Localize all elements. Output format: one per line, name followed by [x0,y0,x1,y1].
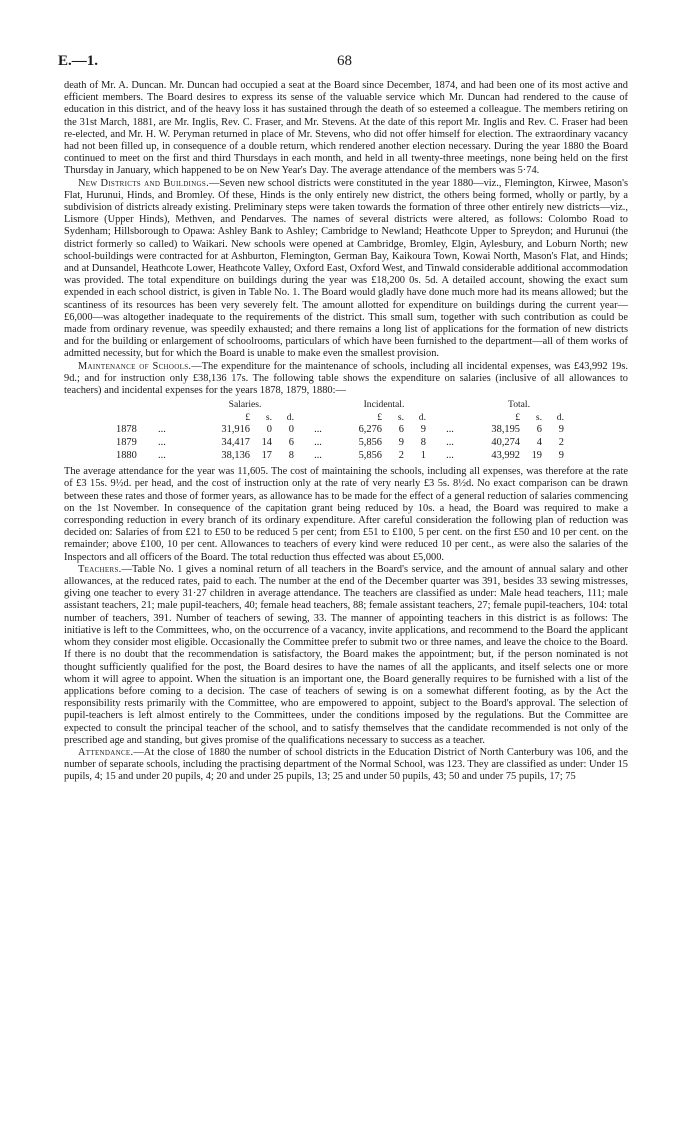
dot-leader: ... [446,449,454,461]
row-year: 1879 [116,437,137,449]
unit-pounds: £ [377,411,382,423]
incidental-shillings: 2 [398,449,404,461]
section-heading-teachers: Teachers. [78,563,122,575]
paragraph-attendance [64,747,628,784]
dot-leader: ... [446,424,454,436]
unit-pounds: £ [515,411,520,423]
paragraph-new-districts [64,178,628,361]
col-header-total: Total. [508,399,530,411]
salaries-shillings: 17 [261,449,272,461]
paragraph-board-members: death of Mr. A. Duncan. Mr. Duncan had occupied a seat at the Board since December, 1874, and had been one of its most active and efficient members. The Board desires to express its sense of the valuable service which Mr. Duncan had rendered to the cause of education in this district, and of the heavy loss it has sustained through the death of so esteemed a colleague. The members retiring on the 31st March, 1881, are Mr. Inglis, Rev. C. Fraser, and Mr. Stevens. At the date of this report Mr. Inglis and Rev. C. Fraser had been re-elected, and Mr. H. W. Peryman returned in place of Mr. Stevens, who did not offer himself for election. The extraordinary vacancy had not been filled up, in consequence of a double return, which rendered another election necessary. During the year 1880 the Board continued to meet on the first and third Thursdays in each month, and held in all twenty-three meetings, none being held on the first Thursday in January, which happened to be on New Year's Day. The average attendance of the members was 5·74. [64,80,628,177]
dot-leader: ... [446,437,454,449]
table-row [116,450,564,463]
dot-leader: ... [314,449,322,461]
total-pounds: 43,992 [491,449,520,461]
paragraph-teachers [64,564,628,747]
dot-leader: ... [158,449,166,461]
total-shillings: 4 [536,437,542,449]
col-header-incidental: Incidental. [363,399,405,411]
row-year: 1880 [116,449,137,461]
incidental-pounds: 5,856 [358,449,382,461]
dot-leader: ... [158,424,166,436]
dot-leader: ... [314,437,322,449]
table-row [116,424,564,437]
unit-shillings: s. [535,411,542,423]
total-shillings: 6 [536,424,542,436]
salaries-shillings: 14 [261,437,272,449]
dot-leader: ... [158,437,166,449]
section-heading-maintenance: Maintenance of Schools. [78,360,192,372]
paragraph-attendance-text: —At the close of 1880 the number of school districts in the Education District of North Canterbury was 106, and the number of separate schools, including the practising department of the Normal School, was 123. They are classified as under: Under 15 pupils, 4; 15 and under 20 pupils, 4; 20 and under 25 pupils, 13; 25 and under 50 pupils, 43; 50 and under 75 pupils, 17; 75 [64,746,628,783]
incidental-pence: 9 [420,424,426,436]
unit-pence: d. [286,411,294,423]
table-header-row [116,399,564,412]
unit-shillings: s. [397,411,404,423]
incidental-pounds: 5,856 [358,437,382,449]
total-shillings: 19 [531,449,542,461]
table-row [116,437,564,450]
incidental-pence: 1 [420,449,426,461]
unit-shillings: s. [265,411,272,423]
total-pounds: 40,274 [491,437,520,449]
salaries-pounds: 31,916 [221,424,250,436]
unit-pounds: £ [245,411,250,423]
paragraph-new-districts-text: —Seven new school districts were constituted in the year 1880—viz., Flemington, Kirwee, Mason's Flat, Hurunui, Hinds, and Bromley. Of these, Hinds is the only entirely new district, the others being formed, wholly or partly, by a subdivision of districts already existing. Preliminary steps were taken towards the formation of three other entirely new districts—viz., Lismore (Upper Hinds), Methven, and Pendarves. The names of several districts were altered, as follows: Colombo Road to Sydenham; Hillsborough to Opawa: Ashley Bank to Ashley; Cambridge to Newland; Heathcote Upper to Spreydon; and Hurunui (the district formerly so called) to Waikari. New schools were opened at Cambridge, Bromley, Elgin, Aylesbury, and Loburn North; new school-buildings were contracted for at Ashburton, Flemington, German Bay, Kaikoura Town, Kowai North, Mason's Flat, and Hinds; and at Dunsandel, Heathcote Lower, Heathcote Valley, Oxford East, Oxford West, and Tinwald considerable additional accommodation was provided. The total expenditure on buildings during the year was £18,200 0s. 5d. A detailed account, showing the exact sum expended in each school district, is given in Table No. 1. The Board would gladly have done much more had its means allowed; but the scantiness of its resources has been very severely felt. The amount allotted for expenditure on buildings during the current year—£6,000—was altogether inadequate to the requirements of the district. This small sum, together with such contribution as could be made from ordinary revenue, was speedily exhausted; and there remains a long list of applications for the formation of new districts and for the building or enlargement of schoolrooms, particulars of which have been furnished to the department—all of them works of admitted necessity, but for which the Board is unable to make even the smallest provision. [64,177,628,360]
salaries-pounds: 34,417 [221,437,250,449]
salaries-pence: 6 [288,437,294,449]
page-number: 68 [337,53,352,69]
col-header-salaries: Salaries. [228,399,262,411]
section-heading-new-districts: New Districts and Buildings. [78,177,209,189]
paragraph-attendance-costs: The average attendance for the year was 11,605. The cost of maintaining the schools, including all expenses, was therefore at the rate of £3 15s. 9½d. per head, and the cost of instruction only at the rate of very nearly £3 5s. 8½d. No exact comparison can be drawn between these rates and those of former years, as allowance has to be made for the effect of a general reduction of salaries commencing on the 1st November. In consequence of the capitation grant being reduced by 10s. a head, the Board was required to make a corresponding reduction in every branch of its ordinary expenditure. After careful consideration the following plan of reduction was decided on: Salaries of from £21 to £50 to be reduced 5 per cent; from £51 to £100, 5 per cent. on the first £50 and 10 per cent. on the remainder; above £100, 10 per cent. Allowances to teachers of every kind were reduced 10 per cent., as were also the salaries of the Inspectors and all officers of the Board. The total reduction thus effected was about £5,000. [64,466,628,563]
paragraph-maintenance-text: —The expenditure for the maintenance of schools, including all incidental expenses, was £43,992 19s. 9d.; and for instruction only £38,136 17s. The following table shows the expenditure on salaries (inclusive of all allowances to teachers) and incidental expenses for the years 1878, 1879, 1880:— [64,360,628,397]
unit-pence: d. [556,411,564,423]
section-heading-attendance: Attendance. [78,746,134,758]
total-pence: 9 [558,449,564,461]
paragraph-teachers-text: —Table No. 1 gives a nominal return of all teachers in the Board's service, and the amount of annual salary and other allowances, at the reduced rates, paid to each. The number at the end of the December quarter was 391, besides 33 sewing mistresses, giving one teacher to every 31·27 children in average attendance. The teachers are classified as under: Male head teachers, 111; male assistant teachers, 21; male pupil-teachers, 40; female head teachers, 88; female assistant teachers, 27; female pupil-teachers, 104: total number of teachers, 391. Number of teachers of sewing, 33. The manner of appointing teachers in this district is as follows: The initiative is left to the Committees, who, on the occurrence of a vacancy, invite applications, and recommend to the Board the applicant whom they consider most eligible. Occasionally the Committee prefer to submit two or three names, and leave the choice to the Board. If there is no doubt that the recommendation is satisfactory, the Board makes the appointment; but, if the person nominated is not thought sufficiently qualified for the post, the Board desires to have the names of all the applicants, and itself selects one or more whom it will agree to appoint. When the situation is an important one, the Board generally requires to be furnished with a list of the applications before coming to a decision. The case of teachers of sewing is on a somewhat different footing, as by the Act the responsibility rests primarily with the Committee, who are empowered to appoint, subject to the Board's approval. The selection of pupil-teachers is left almost entirely to the Committees, under the conditions imposed by the regulations. But the Committee are expected to consult the principal teacher of the school, and to satisfy themselves that the candidate recommended is not only of the prescribed age and standing, but gives promise of the qualifications necessary to success as a teacher. [64,563,628,746]
report-body [64,80,628,784]
incidental-pence: 8 [420,437,426,449]
unit-pence: d. [418,411,426,423]
salaries-pence: 0 [288,424,294,436]
total-pence: 9 [558,424,564,436]
salaries-pounds: 38,136 [221,449,250,461]
row-year: 1878 [116,424,137,436]
incidental-pounds: 6,276 [358,424,382,436]
incidental-shillings: 6 [398,424,404,436]
incidental-shillings: 9 [398,437,404,449]
salaries-pence: 8 [288,449,294,461]
total-pounds: 38,195 [491,424,520,436]
report-code: E.—1. [58,53,99,69]
salaries-shillings: 0 [266,424,272,436]
expenditure-table [116,399,564,462]
dot-leader: ... [314,424,322,436]
table-units-row [116,412,564,425]
total-pence: 2 [558,437,564,449]
paragraph-maintenance [64,361,628,398]
